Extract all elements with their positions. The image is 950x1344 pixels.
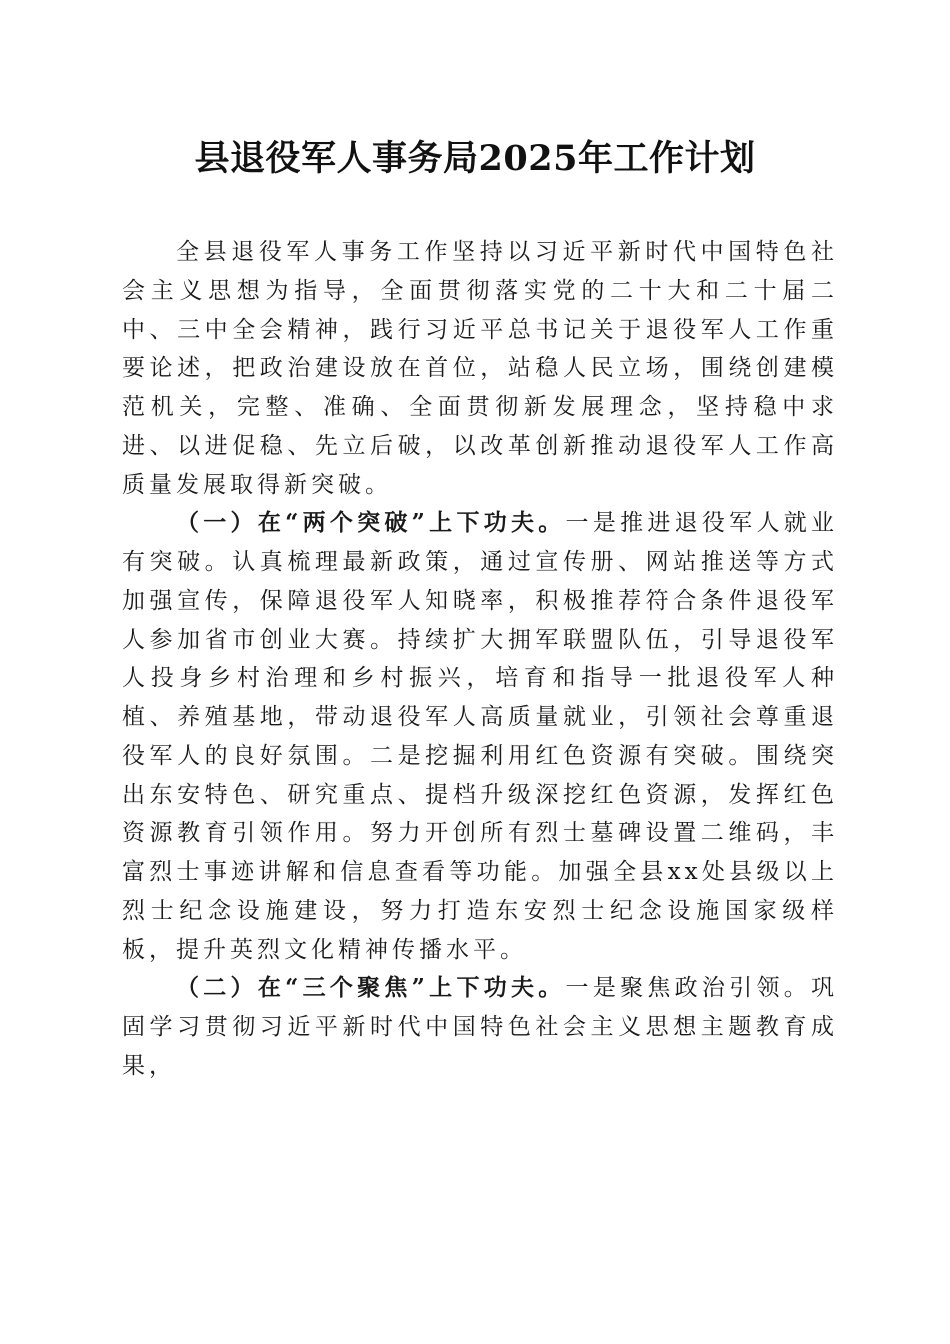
section-2-paragraph <box>122 969 838 1085</box>
document-body <box>122 233 838 1086</box>
section-1-paragraph <box>122 504 838 969</box>
document-title: 县退役军人事务局2025年工作计划 <box>194 138 756 179</box>
intro-paragraph: 全县退役军人事务工作坚持以习近平新时代中国特色社会主义思想为指导，全面贯彻落实党的二十大和二十届二中、三中全会精神，践行习近平总书记关于退役军人工作重要论述，把政治建设放在首位，站稳人民立场，围绕创建模范机关，完整、准确、全面贯彻新发展理念，坚持稳中求进、以进促稳、先立后破，以改革创新推动退役军人工作高质量发展取得新突破。 <box>122 239 838 498</box>
section-1-text: 一是推进退役军人就业有突破。认真梳理最新政策，通过宣传册、网站推送等方式加强宣传，保障退役军人知晓率，积极推荐符合条件退役军人参加省市创业大赛。持续扩大拥军联盟队伍，引导退役军人投身乡村治理和乡村振兴，培育和指导一批退役军人种植、养殖基地，带动退役军人高质量就业，引领社会尊重退役军人的良好氛围。二是挖掘利用红色资源有突破。围绕突出东安特色、研究重点、提档升级深挖红色资源，发挥红色资源教育引领作用。努力开创所有烈士墓碑设置二维码，丰富烈士事迹讲解和信息查看等功能。加强全县xx处县级以上烈士纪念设施建设，努力打造东安烈士纪念设施国家级样板，提升英烈文化精神传播水平。 <box>122 510 838 963</box>
section-1-heading: （一）在“两个突破”上下功夫。 <box>176 509 566 537</box>
section-2-text: 一是聚焦政治引领。巩固学习贯彻习近平新时代中国特色社会主义思想主题教育成果， <box>122 975 838 1079</box>
section-2-heading: （二）在“三个聚焦”上下功夫。 <box>176 974 566 1002</box>
